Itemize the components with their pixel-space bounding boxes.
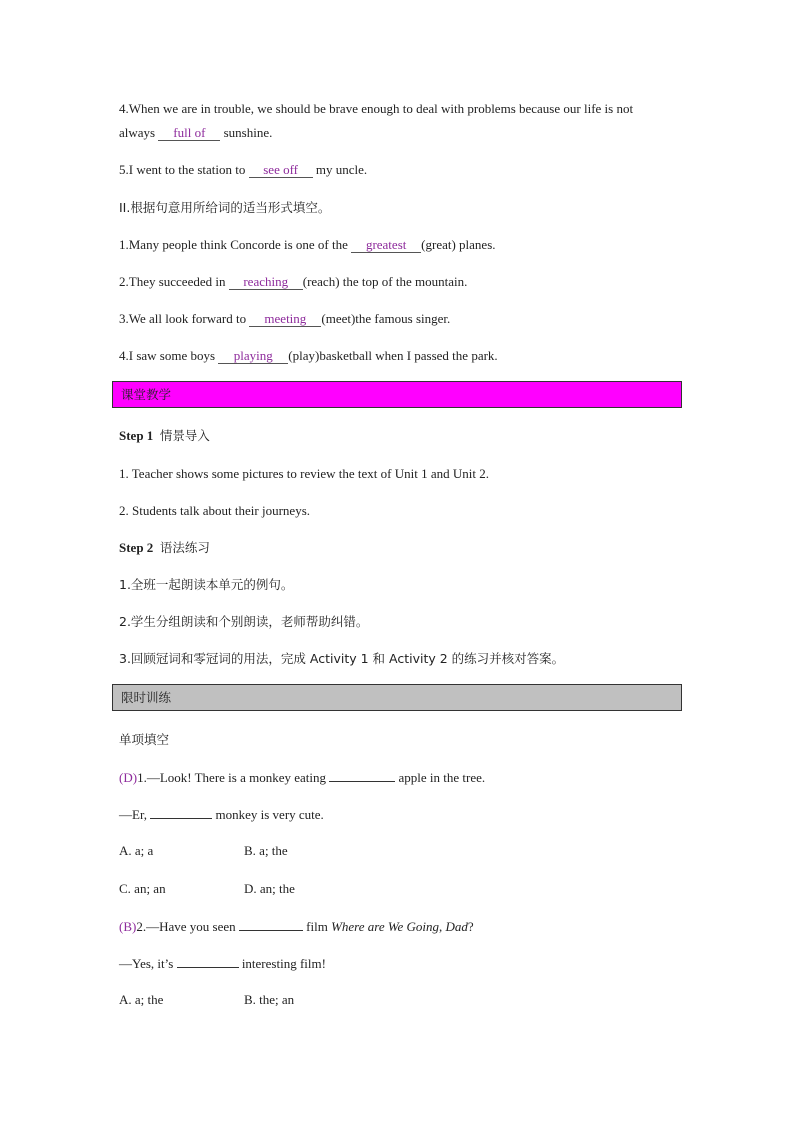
q1-answer: D	[123, 770, 133, 785]
q2-stem-mid: film	[302, 919, 332, 934]
q2-film-title: Where are We Going	[331, 919, 440, 934]
fill-item-1-pre: 1.Many people think Concorde is one of the	[119, 237, 352, 252]
q2-blank-2	[177, 955, 239, 968]
step-2-heading	[119, 540, 210, 556]
question-4-line-2	[119, 125, 272, 141]
q2-option-b: B. the; an	[244, 992, 295, 1007]
q1-line2-pre: —Er,	[119, 807, 151, 822]
classroom-teaching-label: 课堂教学	[121, 387, 172, 402]
mc-question-2	[119, 918, 474, 935]
step-2-item-3: 3.回顾冠词和零冠词的用法，完成 Activity 1 和 Activity 2 的练习并核对答案。	[119, 651, 565, 666]
q2-film-dad: Dad	[445, 919, 468, 934]
step-1-item-1: 1. Teacher shows some pictures to review the text of Unit 1 and Unit 2.	[119, 466, 489, 481]
q1-option-d: D. an; the	[244, 881, 295, 896]
fill-item-3-post: (meet)the famous singer.	[321, 311, 451, 326]
fill-item-1-post: (great) planes.	[421, 237, 496, 252]
step-2-item-1: 1.全班一起朗读本单元的例句。	[119, 577, 294, 592]
fill-item-4-post: (play)basketball when I passed the park.	[288, 348, 498, 363]
step-2-item-2: 2.学生分组朗读和个别朗读，老师帮助纠错。	[119, 614, 369, 629]
q1-option-d-wrap	[244, 881, 295, 897]
fill-item-2-post: (reach) the top of the mountain.	[302, 274, 468, 289]
single-choice-heading: 单项填空	[119, 732, 170, 747]
fill-item-3-answer: meeting	[249, 312, 321, 327]
q4-text-3: sunshine.	[220, 125, 273, 140]
q1-open-paren: (	[119, 770, 124, 785]
q2-blank-1	[239, 918, 303, 931]
step-1-item-2: 2. Students talk about their journeys.	[119, 503, 311, 518]
q4-answer: full of	[158, 126, 220, 141]
q5-text-1: 5.I went to the station to	[119, 162, 249, 177]
q2-option-a: A. a; the	[119, 992, 164, 1007]
q2-option-b-wrap	[244, 992, 294, 1008]
q2-options-row-1	[119, 992, 163, 1008]
step-1-title: 情景导入	[159, 428, 210, 443]
q2-answer: B	[123, 919, 133, 934]
q1-line2-post: monkey is very cute.	[212, 807, 324, 822]
fill-item-4	[119, 348, 498, 364]
q4-text-1: 4.When we are in trouble, we should be brave enough to deal with problems because our life is not	[119, 101, 634, 116]
mc-question-1	[119, 769, 485, 786]
q1-blank-1	[329, 769, 395, 782]
q1-option-c: C. an; an	[119, 881, 166, 896]
q1-option-b: B. a; the	[244, 843, 288, 858]
q1-options-row-2	[119, 881, 166, 897]
fill-item-4-pre: 4.I saw some boys	[119, 348, 219, 363]
q2-stem-pre: 2.—Have you seen	[136, 919, 239, 934]
q2-open-paren: (	[119, 919, 124, 934]
mc-question-2-line-2	[119, 955, 326, 972]
mc-question-1-line-2	[119, 806, 324, 823]
q5-answer: see off	[249, 163, 313, 178]
q1-stem-post: apple in the tree.	[395, 770, 486, 785]
q1-options-row-1	[119, 843, 153, 859]
q5-text-2: my uncle.	[312, 162, 368, 177]
q1-blank-2	[150, 806, 212, 819]
fill-item-1-answer: greatest	[351, 238, 421, 253]
fill-item-2-pre: 2.They succeeded in	[119, 274, 229, 289]
q2-film-comma: ,	[439, 919, 446, 934]
q2-stem-post: ?	[467, 919, 474, 934]
fill-item-3-pre: 3.We all look forward to	[119, 311, 250, 326]
step-2-label: Step 2	[119, 540, 154, 555]
timed-practice-label: 限时训练	[121, 690, 172, 705]
q4-text-2: always	[119, 125, 159, 140]
question-4-line-1	[119, 101, 633, 117]
q1-option-b-wrap	[244, 843, 288, 859]
step-1-heading	[119, 428, 210, 444]
classroom-teaching-bar	[112, 381, 682, 408]
q2-line2-pre: —Yes, it’s	[119, 956, 177, 971]
q1-close-paren: )	[132, 770, 138, 785]
fill-item-2-answer: reaching	[229, 275, 303, 290]
fill-item-4-answer: playing	[218, 349, 288, 364]
section-2-heading: II.根据句意用所给词的适当形式填空。	[119, 200, 331, 215]
step-2-title: 语法练习	[159, 540, 210, 555]
q1-option-a: A. a; a	[119, 843, 154, 858]
q1-stem-pre: 1.—Look! There is a monkey eating	[137, 770, 330, 785]
q2-line2-post: interesting film!	[238, 956, 326, 971]
fill-item-2	[119, 274, 467, 290]
fill-item-1	[119, 237, 496, 253]
timed-practice-bar	[112, 684, 682, 711]
step-1-label: Step 1	[119, 428, 154, 443]
fill-item-3	[119, 311, 450, 327]
q2-close-paren: )	[132, 919, 137, 934]
question-5	[119, 162, 367, 178]
